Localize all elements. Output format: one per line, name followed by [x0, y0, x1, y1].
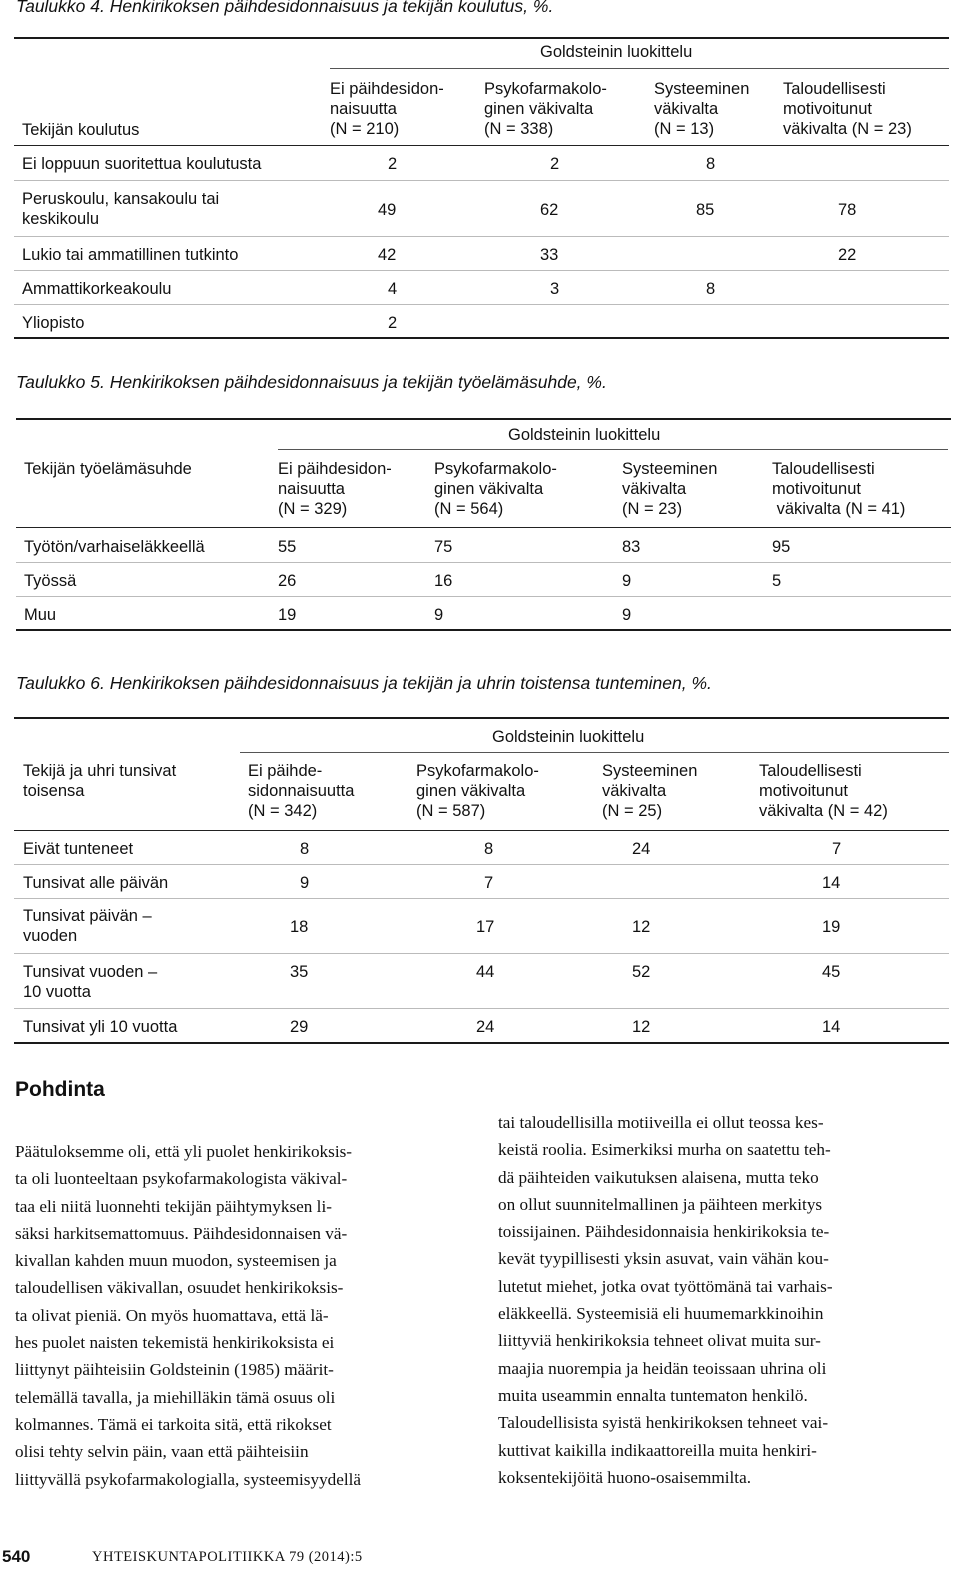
table-cell: 83 [622, 538, 641, 556]
table5-bottom-rule [16, 629, 951, 631]
table-cell: 8 [706, 155, 716, 173]
table5-top-rule [16, 418, 951, 420]
table-cell: 42 [378, 246, 397, 264]
table6-top-rule [14, 717, 949, 719]
table-cell: 22 [838, 246, 857, 264]
row-separator [14, 898, 949, 899]
row-separator [14, 180, 949, 181]
row-separator [14, 270, 949, 271]
table-cell: 8 [300, 840, 310, 858]
journal-name: YHTEISKUNTAPOLITIIKKA 79 (2014):5 [92, 1549, 363, 1565]
table6-header-col1: Ei päihde- sidonnaisuutta (N = 342) [248, 762, 355, 820]
table-cell: 7 [484, 874, 494, 892]
table-cell: 3 [550, 280, 560, 298]
table-cell: 18 [290, 918, 309, 936]
table-cell: 52 [632, 963, 651, 981]
table-cell: 35 [290, 963, 309, 981]
table-cell: 2 [388, 314, 398, 332]
table-cell: 19 [278, 606, 297, 624]
table-cell: 7 [832, 840, 842, 858]
table-cell: 2 [550, 155, 560, 173]
table-row-label: Tunsivat yli 10 vuotta [23, 1018, 178, 1036]
row-separator [14, 236, 949, 237]
table-cell: 2 [388, 155, 398, 173]
table-cell: 12 [632, 1018, 651, 1036]
table4-group-rule [330, 68, 949, 69]
table5-header-col1: Ei päihdesidon- naisuutta (N = 329) [278, 460, 392, 518]
table6-group-rule [240, 752, 949, 753]
table-row-label: Ei loppuun suoritettua koulutusta [22, 155, 262, 173]
table5-group-header: Goldsteinin luokittelu [508, 426, 661, 444]
table-row-label: Peruskoulu, kansakoulu tai keskikoulu [22, 190, 220, 228]
row-separator [14, 304, 949, 305]
table-cell: 49 [378, 201, 397, 219]
table-cell: 9 [622, 572, 632, 590]
table-cell: 55 [278, 538, 297, 556]
table5-header-col4: Taloudellisesti motivoitunut väkivalta (N = 41) [772, 460, 906, 518]
table-cell: 33 [540, 246, 559, 264]
table-cell: 24 [476, 1018, 495, 1036]
row-separator [16, 562, 951, 563]
table4-header-col4: Taloudellisesti motivoitunut väkivalta (N = 23) [783, 80, 912, 138]
table4-header-col3: Systeeminen väkivalta (N = 13) [654, 80, 750, 138]
row-separator [14, 864, 949, 865]
table-cell: 19 [822, 918, 841, 936]
table-cell: 24 [632, 840, 651, 858]
table5-header-col0: Tekijän työelämäsuhde [24, 460, 192, 478]
table4-group-header: Goldsteinin luokittelu [540, 43, 693, 61]
table-cell: 95 [772, 538, 791, 556]
table-cell: 4 [388, 280, 398, 298]
page-number: 540 [2, 1547, 31, 1566]
table-row-label: Ammattikorkeakoulu [22, 280, 172, 298]
table4-header-col2: Psykofarmakolo- ginen väkivalta (N = 338) [484, 80, 607, 138]
table6-group-header: Goldsteinin luokittelu [492, 728, 645, 746]
table4-header-col1: Ei päihdesidon- naisuutta (N = 210) [330, 80, 444, 138]
table-cell: 9 [434, 606, 444, 624]
table5-header-col2: Psykofarmakolo- ginen väkivalta (N = 564) [434, 460, 557, 518]
table-cell: 45 [822, 963, 841, 981]
table4-header-rule [14, 145, 949, 146]
table-cell: 62 [540, 201, 559, 219]
table-row-label: Tunsivat alle päivän [23, 874, 169, 892]
table-row-label: Muu [24, 606, 57, 624]
table-cell: 29 [290, 1018, 309, 1036]
table6-bottom-rule [14, 1042, 949, 1044]
table5-group-rule [278, 449, 948, 450]
table-cell: 75 [434, 538, 453, 556]
table-cell: 9 [622, 606, 632, 624]
table-row-label: Tunsivat vuoden – 10 vuotta [23, 963, 158, 1001]
table-cell: 85 [696, 201, 715, 219]
table5-header-col3: Systeeminen väkivalta (N = 23) [622, 460, 718, 518]
row-separator [14, 1008, 949, 1009]
row-separator [14, 953, 949, 954]
table6-header-col2: Psykofarmakolo- ginen väkivalta (N = 587) [416, 762, 539, 820]
table5-header-rule [16, 527, 951, 528]
table4-bottom-rule [14, 337, 949, 339]
table4-top-rule [14, 37, 949, 39]
table-cell: 26 [278, 572, 297, 590]
section-heading: Pohdinta [15, 1078, 105, 1101]
table-row-label: Työtön/varhaiseläkkeellä [24, 538, 205, 556]
table-row-label: Tunsivat päivän – vuoden [23, 907, 152, 945]
table4-caption: Taulukko 4. Henkirikoksen päihdesidonnaisuus ja tekijän koulutus, %. [16, 0, 554, 16]
table-row-label: Työssä [24, 572, 77, 590]
body-column-right: tai taloudellisilla motiiveilla ei ollut teossa kes- keistä roolia. Esimerkiksi murha on saatettu teh- dä päihteiden vaikutuksen alaisena, mutta teko on ollut suunnitelmallinen ja päihteen merkitys toissijainen. Päihdesidonnaisia henkirikoksia te- kevät tyypillisesti yksin asuvat, vain vähän kou- lutetut miehet, jotka ovat työttömänä tai varhais- eläkkeellä. Systeemisiä eli huumemarkkinoihin liittyviä henkirikoksia tehneet olivat muita sur- maajia nuorempia ja heidän teoissaan uhrina oli muita useammin ennalta tuntematon henkilö. Taloudellisista syistä henkirikoksen tehneet vai- kuttivat kaikilla indikaattoreilla muita henkiri- koksentekijöitä huono-osaisemmilta. [498, 1113, 833, 1487]
table-row-label: Lukio tai ammatillinen tutkinto [22, 246, 239, 264]
table-cell: 14 [822, 1018, 841, 1036]
table6-header-col0: Tekijä ja uhri tunsivat toisensa [23, 762, 177, 800]
table-cell: 44 [476, 963, 495, 981]
table-cell: 16 [434, 572, 453, 590]
body-column-left: Päätuloksemme oli, että yli puolet henkirikoksis- ta oli luonteeltaan psykofarmakologista väkival- taa eli niitä luonnehti tekijän päihtymyksen li- säksi harkitsemattomuus. Päihdesidonnaisen vä- kivallan kahden muun muodon, systeemisen ja taloudellisen väkivallan, osuudet henkirikoksis- ta olivat pieniä. On myös huomattava, että lä- hes puolet naisten tekemistä henkirikoksista ei liittynyt päihteisiin Goldsteinin (1985) määrit- telemällä tavalla, ja miehilläkin tämä osuus oli kolmannes. Tämä ei tarkoita sitä, että rikokset olisi tehty selvin päin, vaan että päihteisiin liittyvällä psykofarmakologialla, systeemisyydellä [15, 1142, 362, 1489]
table4-header-col0: Tekijän koulutus [22, 121, 140, 139]
table-cell: 14 [822, 874, 841, 892]
table-cell: 5 [772, 572, 782, 590]
table-cell: 8 [706, 280, 716, 298]
table6-header-col4: Taloudellisesti motivoitunut väkivalta (N = 42) [759, 762, 888, 820]
table-row-label: Eivät tunteneet [23, 840, 134, 858]
table5-caption: Taulukko 5. Henkirikoksen päihdesidonnaisuus ja tekijän työelämäsuhde, %. [16, 372, 607, 392]
table-cell: 17 [476, 918, 495, 936]
table-cell: 78 [838, 201, 857, 219]
table6-caption: Taulukko 6. Henkirikoksen päihdesidonnaisuus ja tekijän ja uhrin toistensa tunteminen, %. [16, 673, 712, 693]
table6-header-col3: Systeeminen väkivalta (N = 25) [602, 762, 698, 820]
table-cell: 12 [632, 918, 651, 936]
table6-header-rule [14, 830, 949, 831]
table-row-label: Yliopisto [22, 314, 85, 332]
row-separator [16, 596, 951, 597]
table-cell: 9 [300, 874, 310, 892]
table-cell: 8 [484, 840, 494, 858]
